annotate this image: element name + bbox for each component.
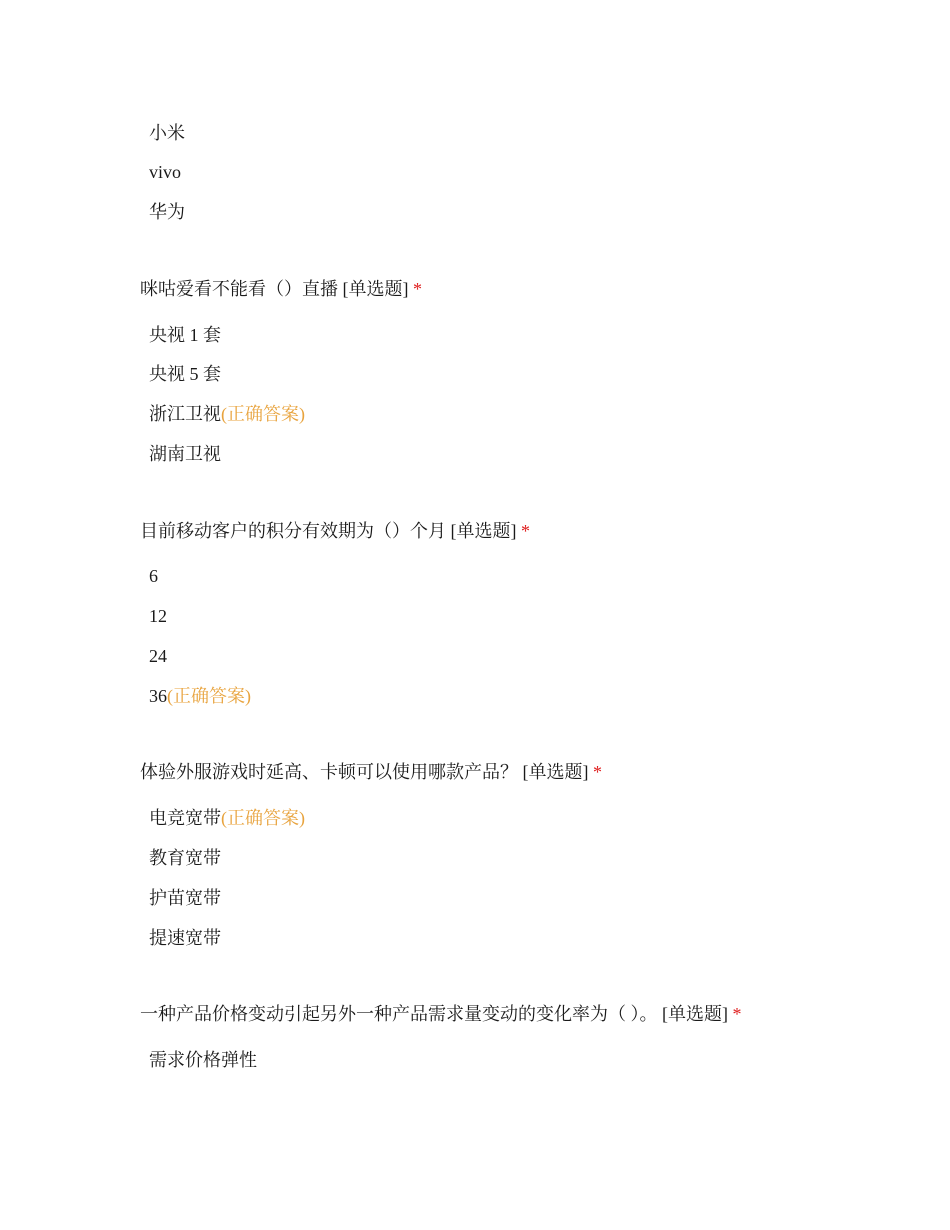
option-item [149, 806, 305, 830]
question-title [140, 1002, 742, 1026]
option-label: 湖南卫视 [149, 444, 221, 464]
required-marker: * [593, 762, 602, 782]
required-marker: * [413, 279, 422, 299]
option-item [149, 402, 305, 426]
option-label: vivo [149, 162, 182, 182]
option-item [149, 564, 158, 588]
option-item [149, 121, 185, 145]
option-item [149, 846, 221, 870]
option-label: 护苗宽带 [149, 888, 221, 908]
question-type: [单选题] [342, 279, 409, 299]
option-label: 华为 [149, 202, 185, 222]
question-text: 一种产品价格变动引起另外一种产品需求量变动的变化率为（ ）。 [140, 1004, 658, 1024]
option-item [149, 160, 181, 184]
option-label: 需求价格弹性 [149, 1050, 257, 1070]
question-type: [单选题] [522, 762, 589, 782]
required-marker: * [521, 521, 530, 541]
option-item [149, 323, 221, 347]
question-title [140, 519, 530, 543]
option-label: 36 [149, 686, 167, 706]
correct-answer-tag: (正确答案) [167, 686, 251, 706]
option-label: 央视 5 套 [149, 364, 221, 384]
option-item [149, 684, 251, 708]
option-label: 6 [149, 566, 158, 586]
option-item [149, 362, 221, 386]
option-label: 提速宽带 [149, 928, 221, 948]
question-text: 目前移动客户的积分有效期为（）个月 [140, 521, 446, 541]
question-title [140, 277, 422, 301]
option-label: 央视 1 套 [149, 325, 221, 345]
option-label: 教育宽带 [149, 848, 221, 868]
option-item [149, 1048, 257, 1072]
option-item [149, 644, 167, 668]
option-label: 电竞宽带 [149, 808, 221, 828]
option-label: 小米 [149, 123, 185, 143]
option-item [149, 926, 221, 950]
correct-answer-tag: (正确答案) [221, 808, 305, 828]
option-item [149, 200, 185, 224]
option-item [149, 886, 221, 910]
option-label: 浙江卫视 [149, 404, 221, 424]
question-text: 体验外服游戏时延高、卡顿可以使用哪款产品？ [140, 762, 518, 782]
option-item [149, 442, 221, 466]
question-text: 咪咕爱看不能看（）直播 [140, 279, 338, 299]
option-label: 12 [149, 606, 167, 626]
question-type: [单选题] [450, 521, 517, 541]
question-type: [单选题] [662, 1004, 728, 1024]
question-title [140, 760, 602, 784]
option-label: 24 [149, 646, 167, 666]
required-marker: * [732, 1004, 742, 1024]
correct-answer-tag: (正确答案) [221, 404, 305, 424]
option-item [149, 604, 167, 628]
